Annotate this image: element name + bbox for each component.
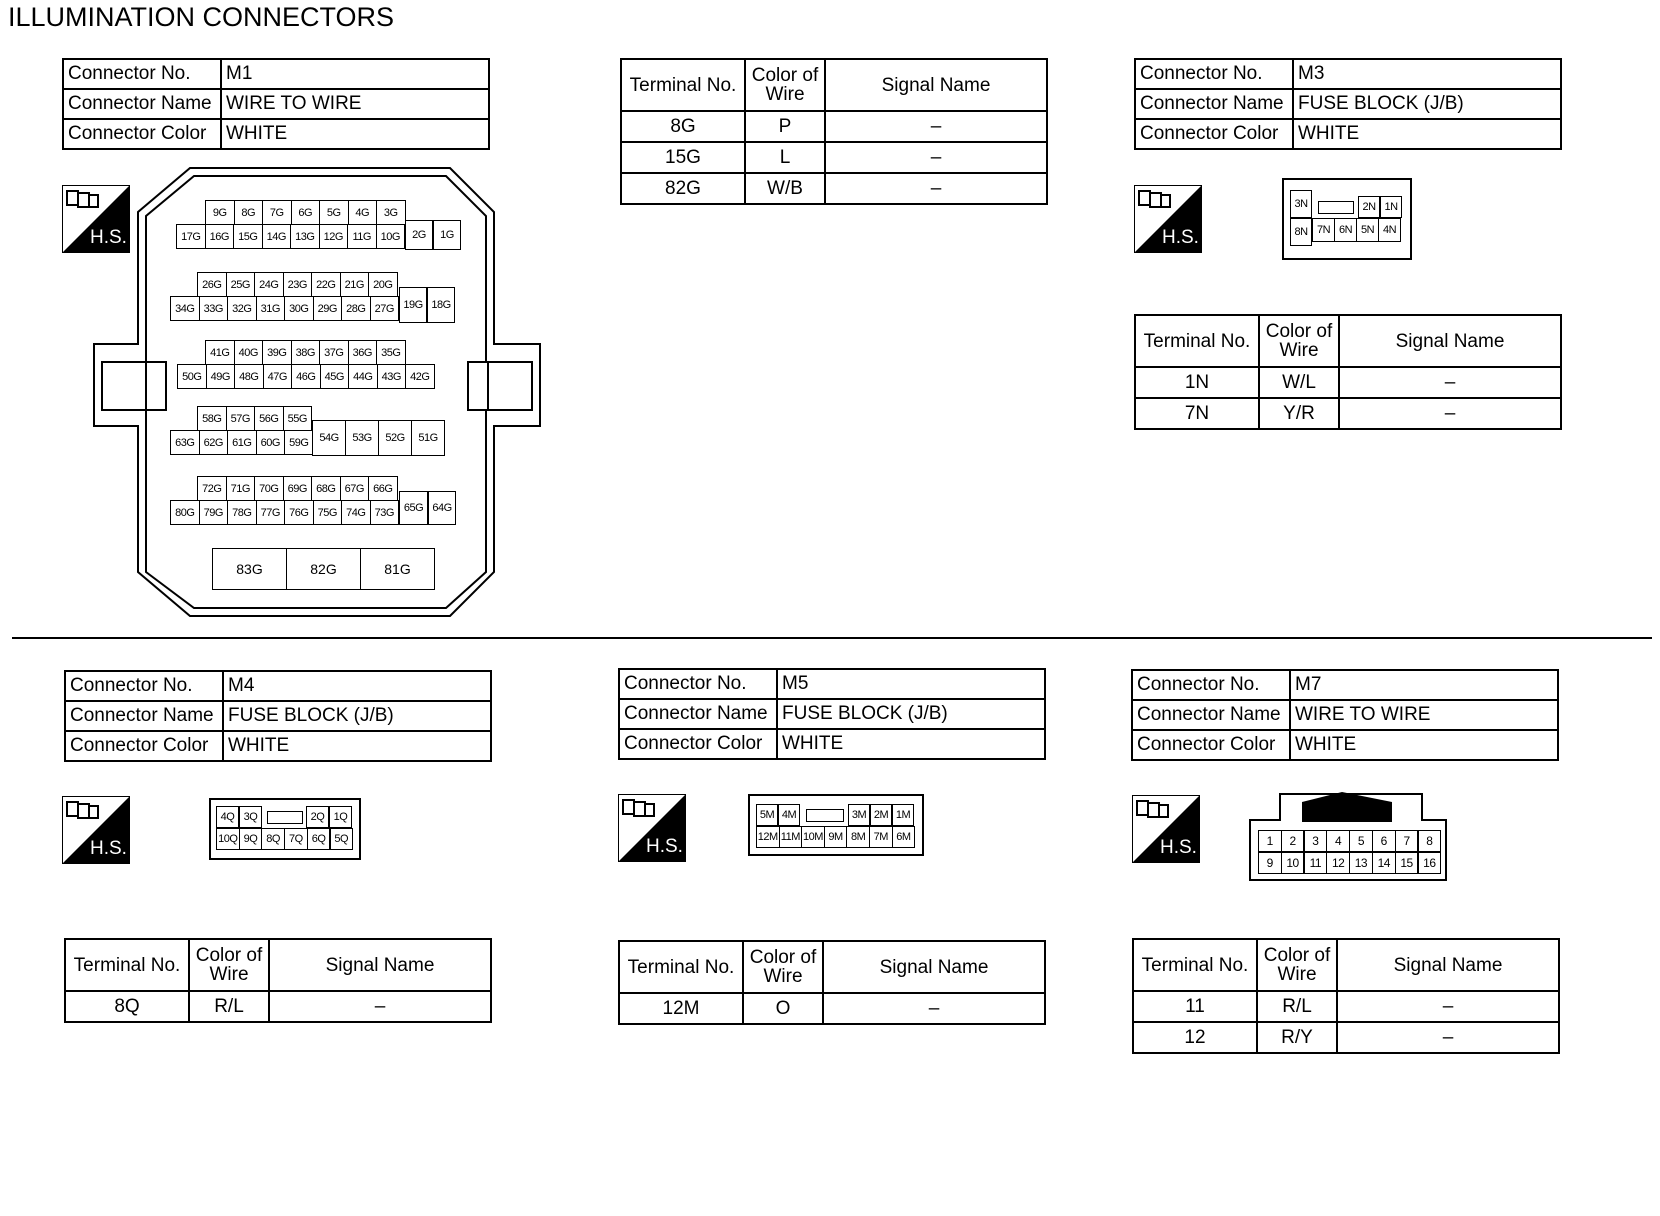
label-connector-name: Connector Name bbox=[1135, 89, 1293, 119]
pin-cavity: 9Q bbox=[239, 828, 263, 850]
pin-cavity: 4M bbox=[778, 804, 800, 826]
terminal-row bbox=[621, 111, 1047, 142]
label-connector-name: Connector Name bbox=[63, 89, 221, 119]
pin-cavity: 8M bbox=[846, 826, 870, 848]
label-connector-color: Connector Color bbox=[1135, 119, 1293, 149]
wire-color-cell: Y/R bbox=[1259, 398, 1339, 429]
header-terminal-no: Terminal No. bbox=[1133, 939, 1257, 991]
pin-cavity: 9M bbox=[824, 826, 848, 848]
pin-cavity: 15 bbox=[1395, 852, 1419, 874]
pin-cavity: 5G bbox=[319, 200, 349, 225]
pin-cavity: 8 bbox=[1418, 830, 1442, 852]
pin-cavity: 74G bbox=[341, 500, 371, 525]
label-connector-color: Connector Color bbox=[1132, 730, 1290, 760]
pin-cavity: 10M bbox=[801, 826, 825, 848]
pin-cavity: 75G bbox=[313, 500, 343, 525]
pin-cavity: 70G bbox=[254, 476, 284, 501]
pin-cavity: 1 bbox=[1258, 830, 1282, 852]
pin-cavity: 54G bbox=[312, 420, 346, 456]
pin-cavity: 23G bbox=[283, 272, 313, 297]
pin-cavity: 46G bbox=[291, 364, 321, 389]
signal-name-cell: – bbox=[823, 993, 1045, 1024]
pin-cavity: 14 bbox=[1372, 852, 1396, 874]
m4-connector-name: FUSE BLOCK (J/B) bbox=[223, 701, 491, 731]
terminal-no-cell: 12M bbox=[619, 993, 743, 1024]
pin-cavity: 1N bbox=[1380, 196, 1402, 218]
terminal-row bbox=[621, 142, 1047, 173]
pin-cavity: 57G bbox=[226, 406, 256, 431]
m3-connector-color: WHITE bbox=[1293, 119, 1561, 149]
signal-name-cell: – bbox=[825, 173, 1047, 204]
terminal-row bbox=[619, 993, 1045, 1024]
pin-cavity: 66G bbox=[368, 476, 398, 501]
terminal-no-cell: 82G bbox=[621, 173, 745, 204]
pin-cavity: 58G bbox=[197, 406, 227, 431]
terminal-row bbox=[1133, 991, 1559, 1022]
m7-terminal-table bbox=[1132, 938, 1560, 1054]
pin-cavity: 7N bbox=[1312, 218, 1335, 242]
m3-info-table bbox=[1134, 58, 1562, 150]
pin-cavity: 1M bbox=[892, 804, 914, 826]
pin-cavity: 6N bbox=[1334, 218, 1357, 242]
pin-cavity: 3G bbox=[376, 200, 406, 225]
pin-cavity: 78G bbox=[227, 500, 257, 525]
pin-cavity: 17G bbox=[176, 224, 206, 249]
terminal-no-cell: 7N bbox=[1135, 398, 1259, 429]
header-terminal-no: Terminal No. bbox=[621, 59, 745, 111]
pin-cavity: 3M bbox=[848, 804, 870, 826]
m4-connector-color: WHITE bbox=[223, 731, 491, 761]
pin-cavity: 43G bbox=[377, 364, 407, 389]
m1-connector-color: WHITE bbox=[221, 119, 489, 149]
pin-cavity: 31G bbox=[256, 296, 286, 321]
pin-cavity: 16 bbox=[1418, 852, 1442, 874]
m1-terminal-table bbox=[620, 58, 1048, 205]
pin-cavity: 3Q bbox=[239, 806, 262, 828]
pin-cavity: 14G bbox=[262, 224, 292, 249]
pin-cavity: 2G bbox=[405, 220, 433, 250]
hs-harness-side-icon bbox=[62, 796, 130, 864]
pin-cavity: 1G bbox=[433, 220, 461, 250]
pin-cavity: 6Q bbox=[307, 828, 331, 850]
pin-cavity: 25G bbox=[226, 272, 256, 297]
signal-name-cell: – bbox=[1337, 1022, 1559, 1053]
terminal-row bbox=[65, 991, 491, 1022]
signal-name-cell: – bbox=[825, 111, 1047, 142]
lock-slot bbox=[1318, 201, 1354, 214]
pin-cavity: 2Q bbox=[306, 806, 329, 828]
header-terminal-no: Terminal No. bbox=[1135, 315, 1259, 367]
pin-cavity: 13 bbox=[1349, 852, 1373, 874]
terminal-no-cell: 15G bbox=[621, 142, 745, 173]
pin-cavity: 69G bbox=[283, 476, 313, 501]
label-connector-color: Connector Color bbox=[63, 119, 221, 149]
m1-connector-name: WIRE TO WIRE bbox=[221, 89, 489, 119]
pin-cavity: 59G bbox=[284, 430, 314, 455]
pin-cavity: 18G bbox=[427, 287, 455, 323]
header-color-of-wire: Color of Wire bbox=[1259, 315, 1339, 367]
header-color-of-wire: Color of Wire bbox=[189, 939, 269, 991]
header-terminal-no: Terminal No. bbox=[65, 939, 189, 991]
pin-cavity: 53G bbox=[345, 420, 379, 456]
pin-cavity: 24G bbox=[254, 272, 284, 297]
pin-cavity: 12M bbox=[756, 826, 780, 848]
terminal-no-cell: 1N bbox=[1135, 367, 1259, 398]
terminal-no-cell: 8Q bbox=[65, 991, 189, 1022]
pin-cavity: 11G bbox=[347, 224, 377, 249]
pin-cavity: 42G bbox=[405, 364, 435, 389]
hs-label: H.S. bbox=[90, 838, 127, 859]
pin-cavity: 8Q bbox=[261, 828, 285, 850]
pin-cavity: 79G bbox=[199, 500, 229, 525]
pin-cavity: 7M bbox=[869, 826, 893, 848]
pin-cavity: 1Q bbox=[329, 806, 352, 828]
wire-color-cell: W/L bbox=[1259, 367, 1339, 398]
pin-cavity: 22G bbox=[311, 272, 341, 297]
pin-cavity: 4Q bbox=[216, 806, 239, 828]
pin-cavity: 45G bbox=[320, 364, 350, 389]
wire-color-cell: W/B bbox=[745, 173, 825, 204]
pin-cavity: 30G bbox=[284, 296, 314, 321]
pin-cavity: 27G bbox=[370, 296, 400, 321]
header-color-of-wire: Color of Wire bbox=[1257, 939, 1337, 991]
label-connector-no: Connector No. bbox=[63, 59, 221, 89]
pin-cavity: 56G bbox=[254, 406, 284, 431]
signal-name-cell: – bbox=[1337, 991, 1559, 1022]
pin-cavity: 82G bbox=[286, 548, 361, 590]
m7-connector-name: WIRE TO WIRE bbox=[1290, 700, 1558, 730]
header-color-of-wire: Color of Wire bbox=[745, 59, 825, 111]
m4-connector-no: M4 bbox=[223, 671, 491, 701]
pin-cavity: 40G bbox=[234, 340, 264, 365]
m5-connector-no: M5 bbox=[777, 669, 1045, 699]
pin-cavity: 29G bbox=[313, 296, 343, 321]
pin-cavity: 4N bbox=[1378, 218, 1401, 242]
hs-label: H.S. bbox=[90, 227, 127, 248]
section-divider bbox=[12, 637, 1652, 639]
terminal-no-cell: 11 bbox=[1133, 991, 1257, 1022]
m1-connector-no: M1 bbox=[221, 59, 489, 89]
pin-cavity: 11M bbox=[779, 826, 803, 848]
pin-cavity: 34G bbox=[170, 296, 200, 321]
pin-cavity: 71G bbox=[226, 476, 256, 501]
terminal-no-cell: 8G bbox=[621, 111, 745, 142]
header-terminal-no: Terminal No. bbox=[619, 941, 743, 993]
pin-cavity: 3N bbox=[1290, 190, 1312, 218]
pin-cavity: 72G bbox=[197, 476, 227, 501]
m7-connector-no: M7 bbox=[1290, 670, 1558, 700]
m5-info-table bbox=[618, 668, 1046, 760]
header-signal-name: Signal Name bbox=[823, 941, 1045, 993]
pin-cavity: 6G bbox=[291, 200, 321, 225]
pin-cavity: 5M bbox=[756, 804, 778, 826]
pin-cavity: 4 bbox=[1326, 830, 1350, 852]
pin-cavity: 5Q bbox=[330, 828, 354, 850]
pin-cavity: 63G bbox=[170, 430, 200, 455]
hs-harness-side-icon bbox=[1132, 795, 1200, 863]
pin-cavity: 10G bbox=[376, 224, 406, 249]
hs-label: H.S. bbox=[1162, 227, 1199, 248]
pin-cavity: 52G bbox=[378, 420, 412, 456]
m3-terminal-table bbox=[1134, 314, 1562, 430]
label-connector-name: Connector Name bbox=[619, 699, 777, 729]
label-connector-color: Connector Color bbox=[65, 731, 223, 761]
header-signal-name: Signal Name bbox=[1337, 939, 1559, 991]
pin-cavity: 11 bbox=[1304, 852, 1328, 874]
terminal-row bbox=[621, 173, 1047, 204]
pin-cavity: 10 bbox=[1281, 852, 1305, 874]
pin-cavity: 61G bbox=[227, 430, 257, 455]
m4-terminal-table bbox=[64, 938, 492, 1023]
signal-name-cell: – bbox=[825, 142, 1047, 173]
terminal-row bbox=[1133, 1022, 1559, 1053]
label-connector-name: Connector Name bbox=[1132, 700, 1290, 730]
pin-cavity: 39G bbox=[262, 340, 292, 365]
pin-cavity: 64G bbox=[428, 491, 456, 525]
pin-cavity: 12 bbox=[1326, 852, 1350, 874]
wire-color-cell: P bbox=[745, 111, 825, 142]
pin-cavity: 12G bbox=[319, 224, 349, 249]
page-title: ILLUMINATION CONNECTORS bbox=[8, 2, 395, 32]
pin-cavity: 83G bbox=[212, 548, 287, 590]
header-signal-name: Signal Name bbox=[269, 939, 491, 991]
pin-cavity: 9G bbox=[205, 200, 235, 225]
pin-cavity: 60G bbox=[256, 430, 286, 455]
pin-cavity: 49G bbox=[206, 364, 236, 389]
pin-cavity: 15G bbox=[233, 224, 263, 249]
terminal-row bbox=[1135, 367, 1561, 398]
lock-slot bbox=[806, 809, 844, 822]
pin-cavity: 26G bbox=[197, 272, 227, 297]
pin-cavity: 28G bbox=[341, 296, 371, 321]
signal-name-cell: – bbox=[269, 991, 491, 1022]
pin-cavity: 38G bbox=[291, 340, 321, 365]
label-connector-no: Connector No. bbox=[1135, 59, 1293, 89]
hs-label: H.S. bbox=[1160, 837, 1197, 858]
wire-color-cell: R/Y bbox=[1257, 1022, 1337, 1053]
pin-cavity: 10Q bbox=[216, 828, 240, 850]
m4-info-table bbox=[64, 670, 492, 762]
pin-cavity: 19G bbox=[399, 287, 427, 323]
pin-cavity: 7G bbox=[262, 200, 292, 225]
terminal-row bbox=[1135, 398, 1561, 429]
label-connector-no: Connector No. bbox=[619, 669, 777, 699]
m1-info-table bbox=[62, 58, 490, 150]
pin-cavity: 48G bbox=[234, 364, 264, 389]
label-connector-color: Connector Color bbox=[619, 729, 777, 759]
m7-connector-color: WHITE bbox=[1290, 730, 1558, 760]
pin-cavity: 2N bbox=[1358, 196, 1380, 218]
hs-harness-side-icon bbox=[1134, 185, 1202, 253]
pin-cavity: 81G bbox=[360, 548, 435, 590]
pin-cavity: 32G bbox=[227, 296, 257, 321]
pin-cavity: 41G bbox=[205, 340, 235, 365]
pin-cavity: 8N bbox=[1290, 218, 1312, 246]
pin-cavity: 2 bbox=[1281, 830, 1305, 852]
hs-label: H.S. bbox=[646, 836, 683, 857]
pin-cavity: 36G bbox=[348, 340, 378, 365]
lock-slot bbox=[267, 811, 303, 824]
pin-cavity: 65G bbox=[399, 491, 428, 525]
header-signal-name: Signal Name bbox=[825, 59, 1047, 111]
header-signal-name: Signal Name bbox=[1339, 315, 1561, 367]
pin-cavity: 5 bbox=[1349, 830, 1373, 852]
pin-cavity: 55G bbox=[283, 406, 313, 431]
m7-info-table bbox=[1131, 669, 1559, 761]
m5-terminal-table bbox=[618, 940, 1046, 1025]
pin-cavity: 35G bbox=[376, 340, 406, 365]
signal-name-cell: – bbox=[1339, 367, 1561, 398]
pin-cavity: 68G bbox=[311, 476, 341, 501]
pin-cavity: 4G bbox=[348, 200, 378, 225]
wire-color-cell: R/L bbox=[1257, 991, 1337, 1022]
pin-cavity: 6 bbox=[1372, 830, 1396, 852]
wire-color-cell: L bbox=[745, 142, 825, 173]
pin-cavity: 2M bbox=[870, 804, 892, 826]
pin-cavity: 16G bbox=[205, 224, 235, 249]
pin-cavity: 73G bbox=[370, 500, 400, 525]
pin-cavity: 44G bbox=[348, 364, 378, 389]
pin-cavity: 62G bbox=[199, 430, 229, 455]
pin-cavity: 6M bbox=[892, 826, 916, 848]
pin-cavity: 13G bbox=[290, 224, 320, 249]
pin-cavity: 51G bbox=[411, 420, 445, 456]
pin-cavity: 5N bbox=[1356, 218, 1379, 242]
pin-cavity: 37G bbox=[319, 340, 349, 365]
pin-cavity: 20G bbox=[368, 272, 398, 297]
pin-cavity: 7 bbox=[1395, 830, 1419, 852]
pin-cavity: 50G bbox=[177, 364, 207, 389]
m5-connector-color: WHITE bbox=[777, 729, 1045, 759]
pin-cavity: 77G bbox=[256, 500, 286, 525]
pin-cavity: 33G bbox=[199, 296, 229, 321]
pin-cavity: 67G bbox=[340, 476, 370, 501]
label-connector-no: Connector No. bbox=[65, 671, 223, 701]
signal-name-cell: – bbox=[1339, 398, 1561, 429]
m3-connector-no: M3 bbox=[1293, 59, 1561, 89]
header-color-of-wire: Color of Wire bbox=[743, 941, 823, 993]
pin-cavity: 21G bbox=[340, 272, 370, 297]
label-connector-no: Connector No. bbox=[1132, 670, 1290, 700]
pin-cavity: 3 bbox=[1304, 830, 1328, 852]
pin-cavity: 80G bbox=[170, 500, 200, 525]
pin-cavity: 47G bbox=[263, 364, 293, 389]
m3-connector-name: FUSE BLOCK (J/B) bbox=[1293, 89, 1561, 119]
hs-harness-side-icon bbox=[618, 794, 686, 862]
pin-cavity: 9 bbox=[1258, 852, 1282, 874]
m5-connector-name: FUSE BLOCK (J/B) bbox=[777, 699, 1045, 729]
pin-cavity: 76G bbox=[284, 500, 314, 525]
label-connector-name: Connector Name bbox=[65, 701, 223, 731]
pin-cavity: 7Q bbox=[284, 828, 308, 850]
terminal-no-cell: 12 bbox=[1133, 1022, 1257, 1053]
pin-cavity: 8G bbox=[234, 200, 264, 225]
wire-color-cell: O bbox=[743, 993, 823, 1024]
wire-color-cell: R/L bbox=[189, 991, 269, 1022]
